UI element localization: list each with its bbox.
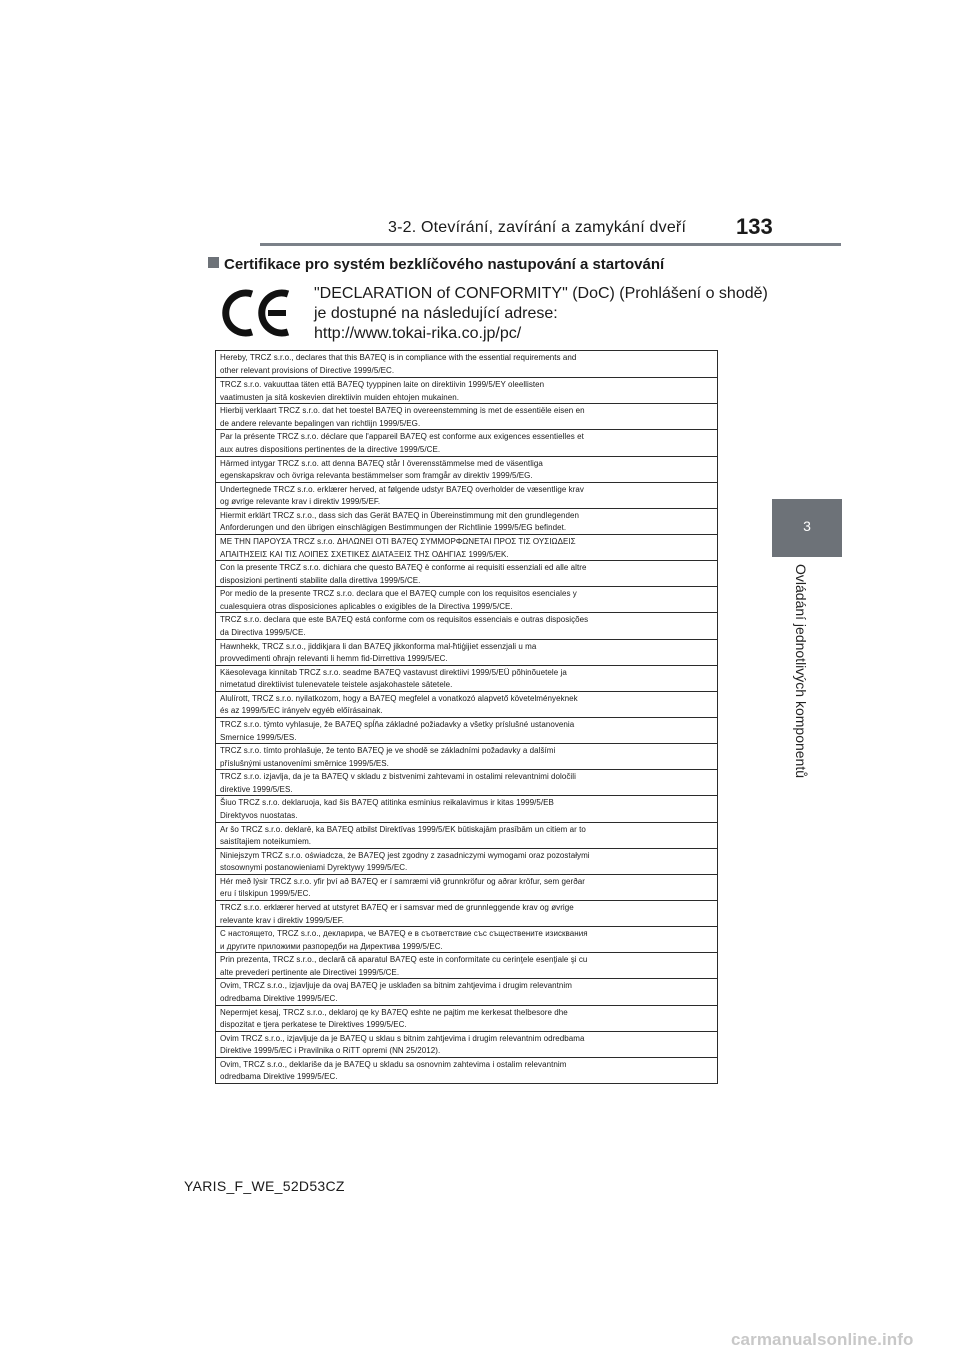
table-row [216,586,717,612]
table-row [216,639,717,665]
table-row-line: alte prevederi pertinente ale Directivei 1999/5/CE. [220,967,400,977]
table-row-line: příslušnými ustanoveními směrnice 1999/5/ES. [220,758,389,768]
table-row-line: aux autres dispositions pertinentes de la directive 1999/5/CE. [220,444,441,454]
table-row-line: és az 1999/5/EC irányelv egyéb előírásainak. [220,706,383,716]
table-row [216,691,717,717]
table-row [216,377,717,403]
table-row-line: Hierbij verklaart TRCZ s.r.o. dat het toestel BA7EQ in overeenstemming is met de essentiële eisen en [220,406,585,416]
table-row [216,874,717,900]
table-row [216,743,717,769]
table-row-line: Direktive 1999/5/EC i Pravilnika o RiTT opremi (NN 25/2012). [220,1046,441,1056]
table-row-line: ΜΕ ΤΗΝ ΠΑΡΟΥΣΑ TRCZ s.r.o. ΔΗΛΩΝΕΙ ΟΤΙ BA7EQ ΣΥΜΜΟΡΦΩΝΕΤΑΙ ΠΡΟΣ ΤΙΣ ΟΥΣΙΩΔΕΙΣ [220,537,576,546]
table-row [216,900,717,926]
page-number: 133 [736,214,773,239]
table-row-line: Con la presente TRCZ s.r.o. dichiara che questo BA7EQ è conforme ai requisiti essenziali ed alle altre [220,563,587,573]
table-row-line: TRCZ s.r.o. izjavlja, da je ta BA7EQ v skladu z bistvenimi zahtevami in ostalimi relevantnimi določili [220,772,576,782]
table-row-line: TRCZ s.r.o. vakuuttaa täten että BA7EQ tyyppinen laite on direktiivin 1999/5/EY oleellisten [220,380,545,390]
table-row-line: Undertegnede TRCZ s.r.o. erklærer herved, at følgende udstyr BA7EQ overholder de væsentlige krav [220,484,584,494]
table-row-line: Hér með lýsir TRCZ s.r.o. yfir því að BA7EQ er í samræmi við grunnkröfur og aðrar kröfur, sem gerðar [220,876,585,886]
table-row [216,665,717,691]
table-row [216,848,717,874]
document-code: YARIS_F_WE_52D53CZ [184,1178,345,1194]
chapter-number: 3 [803,518,811,534]
table-row [216,1031,717,1057]
table-row [216,1057,717,1083]
declaration-line-2: je dostupné na následující adrese: [314,305,558,322]
table-row-line: other relevant provisions of Directive 1999/5/EC. [220,365,395,375]
table-row-line: Par la présente TRCZ s.r.o. déclare que l'appareil BA7EQ est conforme aux exigences essentielles et [220,432,584,442]
table-row-line: Niniejszym TRCZ s.r.o. oświadcza, że BA7EQ jest zgodny z zasadniczymi wymogami oraz pozostałymi [220,850,590,860]
table-row [216,508,717,534]
table-row-line: provvedimenti oħrajn relevanti li hemm fid-Dirrettiva 1999/5/EC. [220,654,448,664]
table-row [216,769,717,795]
table-row-line: С настоящето, TRCZ s.r.o., декларира, че BA7EQ е в съответствие със съществените изисквания [220,929,588,939]
table-row [216,978,717,1004]
table-row-line: Härmed intygar TRCZ s.r.o. att denna BA7EQ står I överensstämmelse med de väsentliga [220,458,543,468]
conformity-table [215,350,718,1084]
table-row-line: Ovim TRCZ s.r.o., izjavljuje da je BA7EQ u sklau s bitnim zahtjevima i drugim relevantnim odredbama [220,1033,585,1043]
chapter-tab [772,499,842,557]
table-row [216,1005,717,1031]
table-row-line: Ar šo TRCZ s.r.o. deklarē, ka BA7EQ atbilst Direktīvas 1999/5/EK būtiskajām prasībām un citiem ar to [220,824,586,834]
table-row [216,795,717,821]
chapter-title-vertical [787,564,809,814]
table-row [216,403,717,429]
section-title: 3-2. Otevírání, zavírání a zamykání dveří [388,219,687,236]
declaration-text [314,284,768,344]
table-row [216,482,717,508]
table-row-line: vaatimusten ja sitä koskevien direktiivin muiden ehtojen mukainen. [220,392,459,402]
table-row-line: dispozitat e tjera perkatese te Direktives 1999/5/EC. [220,1020,407,1030]
chapter-title: Ovládání jednotlivých komponentů [793,564,809,779]
table-row-line: da Directiva 1999/5/CE. [220,627,306,637]
table-row-line: odredbama Direktive 1999/5/EC. [220,1072,338,1082]
table-row-line: Hereby, TRCZ s.r.o., declares that this BA7EQ is in compliance with the essential requirements and [220,353,577,362]
declaration-line-1: "DECLARATION of CONFORMITY" (DoC) (Prohlášení o shodě) [314,285,768,302]
table-row-line: odredbama Direktive 1999/5/EC. [220,993,338,1003]
table-row [216,456,717,482]
table-row-line: stosownymi postanowieniami Dyrektywy 1999/5/EC. [220,863,408,873]
table-row [216,717,717,743]
section-heading [208,256,664,273]
table-row-line: direktive 1999/5/ES. [220,784,293,794]
table-row-line: disposizioni pertinenti stabilite dalla direttiva 1999/5/CE. [220,575,421,585]
header-rule [260,243,841,246]
table-row-line: Anforderungen und den übrigen einschlägigen Bestimmungen der Richtlinie 1999/5/EG befindet. [220,523,567,533]
table-row [216,560,717,586]
table-row-line: og øvrige relevante krav i direktiv 1999/5/EF. [220,497,381,507]
table-row-line: egenskapskrav och övriga relevanta bestämmelser som framgår av direktiv 1999/5/EG. [220,471,533,481]
table-row-line: TRCZ s.r.o. erklærer herved at utstyret BA7EQ er i samsvar med de grunnleggende krav og øvrige [220,903,574,912]
table-row-line: Ovim, TRCZ s.r.o., izjavljuje da ovaj BA7EQ je usklađen sa bitnim zahtjevima i drugim relevantnim [220,981,572,991]
table-row-line: Nepermjet kesaj, TRCZ s.r.o., deklaroj qe ky BA7EQ eshte ne pajtim me kerkesat thelbesore dhe [220,1007,568,1017]
section-heading-text: Certifikace pro systém bezklíčového nastupování a startování [224,256,665,273]
table-row [216,952,717,978]
table-row-line: cualesquiera otras disposiciones aplicables o exigibles de la Directiva 1999/5/CE. [220,601,513,611]
table-row-line: Direktyvos nuostatas. [220,810,298,820]
table-row-line: и другите приложими разпоредби на Директива 1999/5/ЕС. [220,941,443,951]
table-row-line: eru í tilskipun 1999/5/EC. [220,889,311,899]
table-row-line: TRCZ s.r.o. tímto prohlašuje, že tento BA7EQ je ve shodě se základními požadavky a dalšími [220,746,556,756]
table-row-line: Käesolevaga kinnitab TRCZ s.r.o. seadme BA7EQ vastavust direktiivi 1999/5/EÜ põhinõuetele ja [220,667,567,677]
ce-mark-icon [222,286,294,338]
table-row-line: TRCZ s.r.o. týmto vyhlasuje, že BA7EQ spĺňa základné požiadavky a všetky príslušné ustanovenia [220,720,575,729]
table-row-line: Hawnhekk, TRCZ s.r.o., jiddikjara li dan BA7EQ jikkonforma mal-ħtiġijiet essenzjali u ma [220,641,537,651]
table-row-line: Smernice 1999/5/ES. [220,732,297,742]
table-row [216,822,717,848]
table-row-line: ΑΠΑΙΤΗΣΕΙΣ ΚΑΙ ΤΙΣ ΛΟΙΠΕΣ ΣΧΕΤΙΚΕΣ ΔΙΑΤΑΞΕΙΣ ΤΗΣ ΟΔΗΓΙΑΣ 1999/5/ΕΚ. [220,549,509,559]
table-row-line: relevante krav i direktiv 1999/5/EF. [220,915,345,925]
table-row [216,429,717,455]
table-row-line: Šiuo TRCZ s.r.o. deklaruoja, kad šis BA7EQ atitinka esminius reikalavimus ir kitas 1999/5/EB [220,798,554,808]
table-row-line: Hiermit erklärt TRCZ s.r.o., dass sich das Gerät BA7EQ in Übereinstimmung mit den grundlegenden [220,510,579,520]
declaration-url: http://www.tokai-rika.co.jp/pc/ [314,325,522,342]
square-bullet-icon [208,257,219,268]
watermark: carmanualsonline.info [731,1330,914,1349]
table-row [216,534,717,560]
table-row-line: saistītajiem noteikumiem. [220,837,312,847]
table-row-line: TRCZ s.r.o. declara que este BA7EQ está conforme com os requisitos essenciais e outras disposições [220,615,589,625]
table-row-line: Por medio de la presente TRCZ s.r.o. declara que el BA7EQ cumple con los requisitos esenciales y [220,589,577,599]
table-row [216,926,717,952]
table-row-line: Prin prezenta, TRCZ s.r.o., declară că aparatul BA7EQ este in conformitate cu cerinţele esenţiale şi cu [220,955,588,965]
table-row-line: de andere relevante bepalingen van richtlijn 1999/5/EG. [220,418,421,428]
table-row-line: Alulírott, TRCZ s.r.o. nyilatkozom, hogy a BA7EQ megfelel a vonatkozó alapvető követelményeknek [220,693,578,703]
table-row [216,351,717,377]
table-row [216,612,717,638]
table-row-line: nimetatud direktiivist tulenevatele teistele asjakohastele sätetele. [220,680,453,690]
table-row-line: Ovim, TRCZ s.r.o., deklariše da je BA7EQ u skladu sa osnovnim zahtevima i ostalim relevantnim [220,1059,567,1069]
